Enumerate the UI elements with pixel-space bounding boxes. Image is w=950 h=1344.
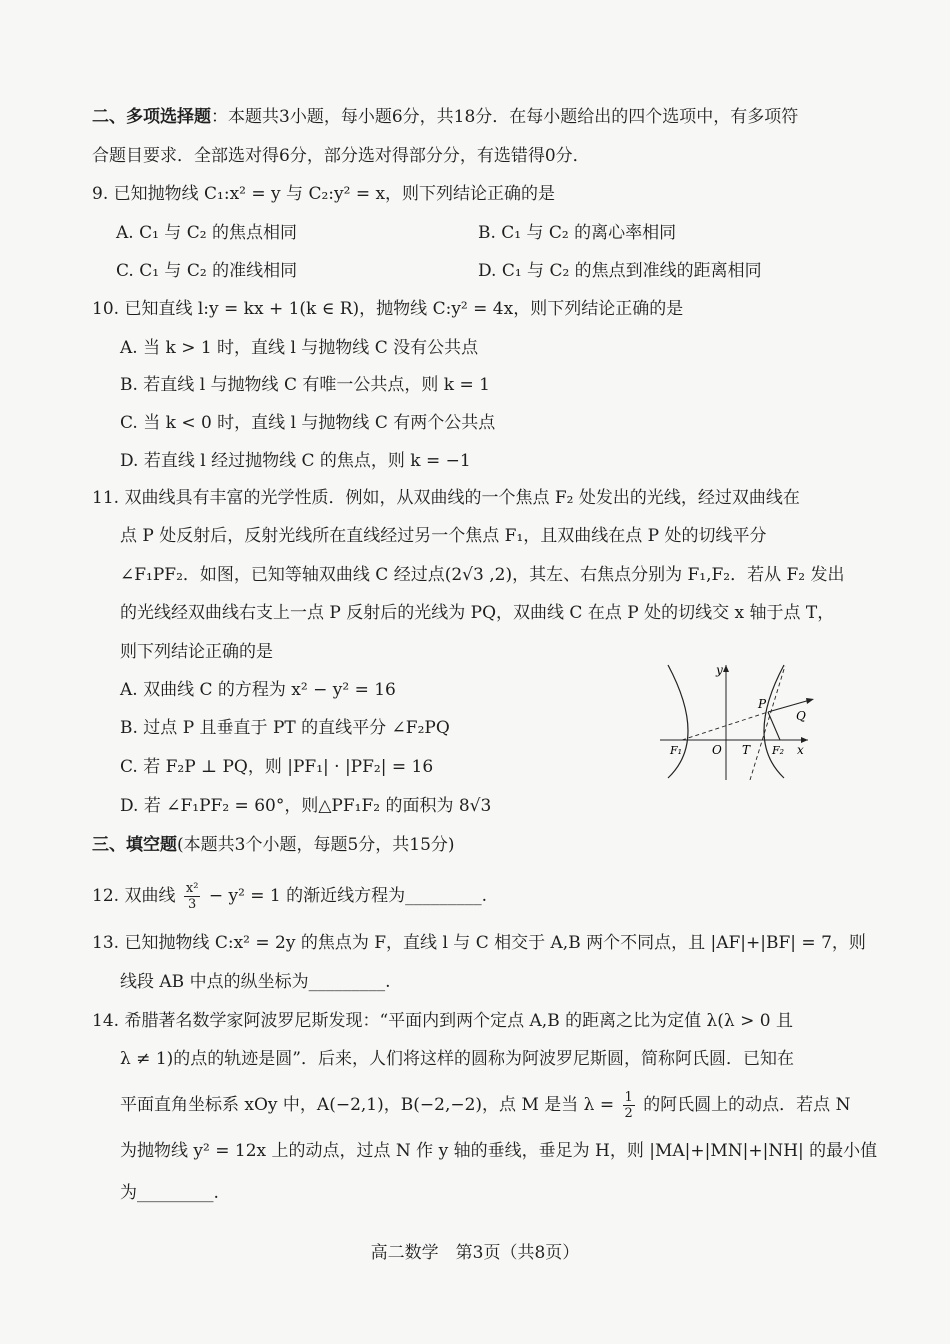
section2-title: 二、多项选择题 (92, 107, 211, 127)
q13-line-2: 线段 AB 中点的纵坐标为_________. (120, 972, 391, 992)
right-branch (764, 665, 784, 778)
y-axis-arrow (723, 665, 729, 672)
q12-prefix: 12. 双曲线 (92, 886, 176, 906)
q14-line-3a: 平面直角坐标系 xOy 中，A(−2,1)，B(−2,−2)，点 M 是当 λ = (120, 1095, 615, 1115)
q9-option-c: C. C₁ 与 C₂ 的准线相同 (116, 261, 298, 281)
q14-frac-den: 2 (624, 1106, 633, 1121)
q12-frac-num: x² (185, 881, 199, 896)
section3-header (92, 832, 455, 858)
q12-frac-den: 3 (187, 897, 197, 912)
label-o: O (712, 743, 722, 757)
q12-line (92, 881, 487, 912)
q9-option-d: D. C₁ 与 C₂ 的焦点到准线的距离相同 (478, 261, 762, 281)
q13-line-1: 13. 已知抛物线 C:x² = 2y 的焦点为 F，直线 l 与 C 相交于 A,B 两个不同点，且 |AF|+|BF| = 7，则 (92, 933, 866, 953)
q14-line-1: 14. 希腊著名数学家阿波罗尼斯发现：“平面内到两个定点 A,B 的距离之比为定值 λ(λ > 0 且 (92, 1011, 793, 1031)
q14-frac-num: 1 (624, 1090, 633, 1105)
tangent-line (750, 666, 785, 780)
label-f1: F₁ (670, 744, 683, 757)
q10-stem: 10. 已知直线 l:y = kx + 1(k ∈ R)，抛物线 C:y² = 4x，则下列结论正确的是 (92, 299, 684, 319)
left-branch (668, 665, 688, 778)
section3-title: 三、填空题 (92, 835, 177, 855)
q11-line-5: 则下列结论正确的是 (120, 642, 273, 662)
label-p: P (758, 697, 767, 711)
q11-line-1: 11. 双曲线具有丰富的光学性质．例如，从双曲线的一个焦点 F₂ 处发出的光线，经过双曲线在 (92, 488, 800, 508)
q10-option-c: C. 当 k < 0 时，直线 l 与抛物线 C 有两个公共点 (120, 413, 496, 433)
q9-stem: 9. 已知抛物线 C₁:x² = y 与 C₂:y² = x，则下列结论正确的是 (92, 184, 556, 204)
q14-line-2: λ ≠ 1)的点的轨迹是圆”．后来，人们将这样的圆称为阿波罗尼斯圆，简称阿氏圆．已知在 (120, 1049, 794, 1069)
q14-line-4: 为抛物线 y² = 12x 上的动点，过点 N 作 y 轴的垂线，垂足为 H，则 |MA|+|MN|+|NH| 的最小值 (120, 1141, 878, 1161)
q11-line-2: 点 P 处反射后，反射光线所在直线经过另一个焦点 F₁，且双曲线在点 P 处的切线平分 (120, 526, 767, 546)
q9-option-a: A. C₁ 与 C₂ 的焦点相同 (116, 223, 297, 243)
label-t: T (742, 743, 751, 757)
q14-line-5: 为_________. (120, 1183, 219, 1203)
q11-option-a: A. 双曲线 C 的方程为 x² − y² = 16 (120, 680, 396, 700)
q9-option-b: B. C₁ 与 C₂ 的离心率相同 (478, 223, 677, 243)
ray-pq-arrow (806, 698, 814, 704)
q14-line-3 (120, 1090, 850, 1121)
line-f2-p (768, 712, 780, 740)
q11-option-c: C. 若 F₂P ⊥ PQ，则 |PF₁| · |PF₂| = 16 (120, 757, 434, 777)
q11-option-b: B. 过点 P 且垂直于 PT 的直线平分 ∠F₂PQ (120, 718, 450, 738)
label-y: y (716, 663, 723, 677)
q11-line-4: 的光线经双曲线右支上一点 P 反射后的光线为 PQ，双曲线 C 在点 P 处的切线交 x 轴于点 T， (120, 603, 835, 623)
q10-option-d: D. 若直线 l 经过抛物线 C 的焦点，则 k = −1 (120, 451, 471, 471)
q14-line-3b: 的阿氏圆上的动点．若点 N (643, 1095, 851, 1115)
label-q: Q (796, 709, 806, 723)
line-f1-p (682, 712, 768, 740)
q14-fraction (623, 1090, 635, 1121)
q12-suffix: − y² = 1 的渐近线方程为_________. (208, 886, 488, 906)
q11-line-3: ∠F₁PF₂．如图，已知等轴双曲线 C 经过点(2√3 ,2)，其左、右焦点分别为 F₁,F₂．若从 F₂ 发出 (120, 565, 845, 585)
section2-header (92, 104, 798, 130)
q12-fraction (184, 881, 201, 912)
section2-intro-2: 合题目要求．全部选对得6分，部分选对得部分分，有选错得0分． (92, 146, 590, 166)
q11-option-d: D. 若 ∠F₁PF₂ = 60°，则△PF₁F₂ 的面积为 8√3 (120, 796, 492, 816)
section2-intro-1: ：本题共3小题，每小题6分，共18分．在每小题给出的四个选项中，有多项符 (211, 107, 799, 127)
label-x: x (797, 743, 804, 757)
q10-option-b: B. 若直线 l 与抛物线 C 有唯一公共点，则 k = 1 (120, 375, 490, 395)
section3-intro: (本题共3个小题，每题5分，共15分) (177, 835, 455, 855)
label-f2: F₂ (772, 744, 785, 757)
hyperbola-figure (660, 660, 840, 780)
page-footer: 高二数学 第3页（共8页） (370, 1243, 580, 1263)
q10-option-a: A. 当 k > 1 时，直线 l 与抛物线 C 没有公共点 (120, 338, 479, 358)
